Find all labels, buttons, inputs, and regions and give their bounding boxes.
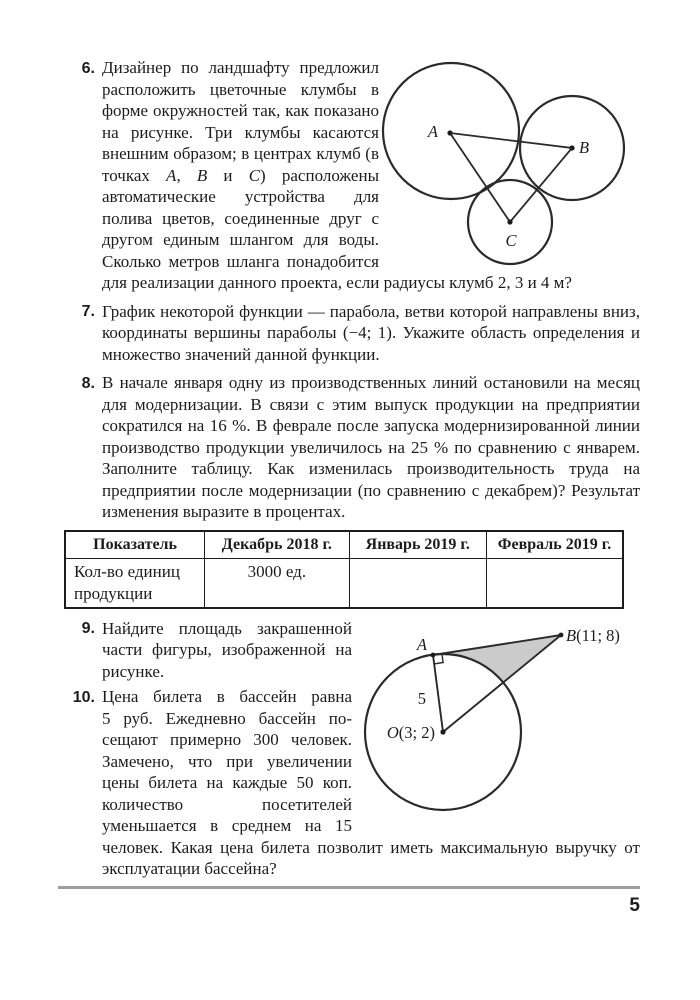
table-cell-january <box>349 558 486 608</box>
table-header-january: Январь 2019 г. <box>349 531 486 559</box>
problem-7-number: 7. <box>81 303 95 320</box>
figure-flowerbed-circles <box>385 57 640 267</box>
problem-10-text: Цена билета в бассейн равна 5 руб. Ежедневно бассейн посещают примерно 300 человек. Замечено, что при увеличении цены билета на каждые 50 коп. количество посетителей уменьшается в среднем на 15 человек. Какая цена билета позволит иметь максимальную выручку от эксплуатации бассейна? <box>102 687 640 878</box>
page-number: 5 <box>629 894 640 916</box>
production-table <box>64 530 624 609</box>
point-b-dot <box>569 145 574 150</box>
problem-7 <box>64 301 640 366</box>
footer-rule <box>58 886 640 889</box>
flowerbed-circles-svg <box>370 57 640 272</box>
problem-6-text <box>102 57 640 294</box>
problem-6 <box>64 57 640 294</box>
triangle-abc <box>450 133 572 222</box>
problems-9-10-group <box>64 618 640 880</box>
problem-10 <box>64 686 640 880</box>
label-radius: 5 <box>417 688 426 708</box>
table-header-december: Декабрь 2018 г. <box>205 531 349 559</box>
problem-6-body: Дизайнер по ландшафту предложил расположить цветочные клумбы в форме окружностей так, как показано на рисунке. Три клумбы касаются внешним образом; в центрах клумб (в точках A, B и C) расположены автоматические устройства для полива цветов, соединенные друг с другом единым шлангом для воды. Сколько метров шланга понадобится для реализации данного проекта, если радиусы клумб 2, 3 и 4 м? <box>102 58 572 292</box>
table-header-row <box>65 531 623 559</box>
problem-7-text: График некоторой функции — парабола, ветви которой направлены вниз, координаты вершины параболы (−4; 1). Укажите область определения и множество значений данной функции. <box>102 301 640 364</box>
label-b: B <box>579 138 590 157</box>
label-a: A <box>427 122 438 141</box>
table-header-indicator: Показатель <box>65 531 205 559</box>
label-b: B(11; 8) <box>566 625 620 645</box>
table-row-units <box>65 558 623 608</box>
table-cell-december: 3000 ед. <box>205 558 349 608</box>
problem-9-number: 9. <box>81 620 95 637</box>
problem-8-text: В начале января одну из производственных линий остановили на месяц для модернизации. В связи с этим выпуск продукции на предприятии сократился на 16 %. В феврале после запуска модернизированной линии производство продукции увеличилось на 25 % по сравнению с январем. Заполните таблицу. Как изменилась производительность труда на предприятии после модернизации (по сравнению с декабрем)? Результат изменения выразите в процентах. <box>102 373 640 521</box>
label-c: C <box>505 231 517 250</box>
label-o: O(3; 2) <box>386 722 435 742</box>
label-a: A <box>416 634 427 654</box>
table-cell-indicator: Кол-во единиц продукции <box>65 558 205 608</box>
problem-9-text: Найдите площадь закрашенной части фигуры, изображенной на рисунке. <box>102 618 352 681</box>
point-a-dot <box>447 130 452 135</box>
point-c-dot <box>507 219 512 224</box>
problem-8 <box>64 372 640 523</box>
problem-10-number: 10. <box>72 688 95 706</box>
table-cell-february <box>486 558 623 608</box>
problem-8-number: 8. <box>81 374 95 392</box>
problem-9 <box>64 618 640 683</box>
table-header-february: Февраль 2019 г. <box>486 531 623 559</box>
problem-6-number: 6. <box>81 59 95 77</box>
